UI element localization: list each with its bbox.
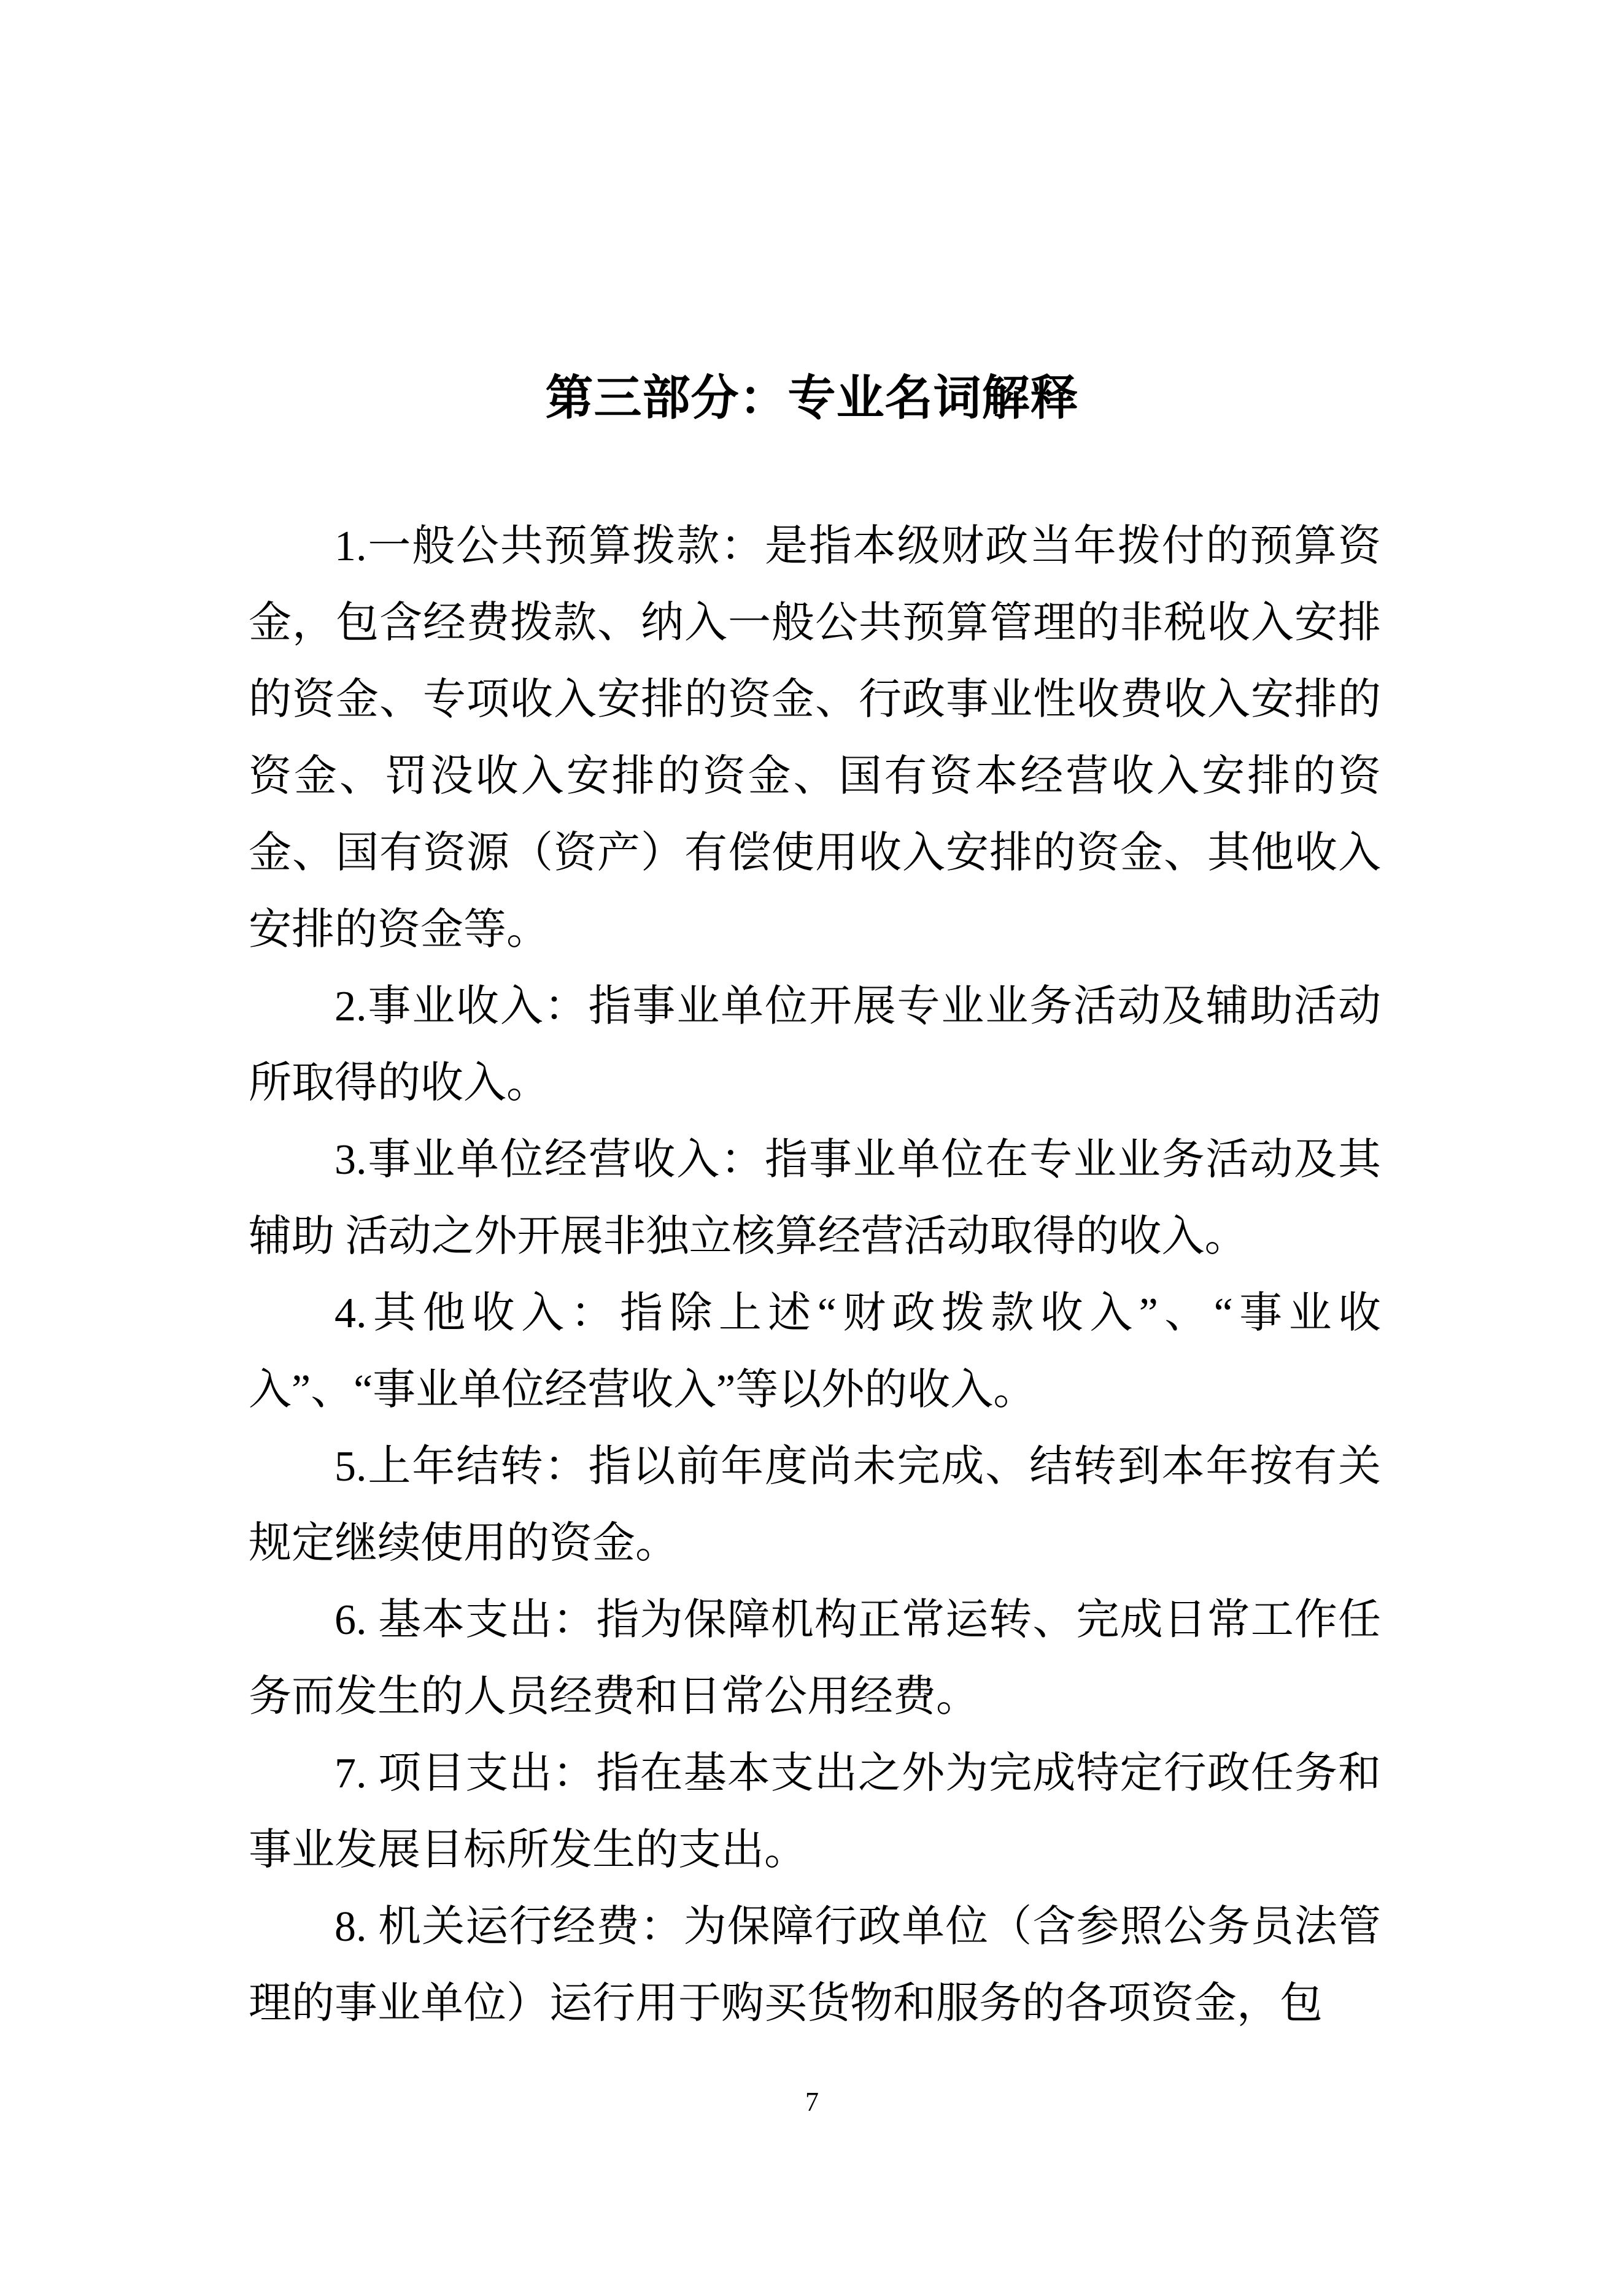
document-body (249, 508, 1381, 2042)
paragraph: 2.事业收入：指事业单位开展专业业务活动及辅助活动所取得的收入。 (249, 983, 1381, 1107)
paragraph: 4.其他收入：指除上述“财政拨款收入”、“事业收入”、“事业单位经营收入”等以外的收入。 (249, 1290, 1381, 1414)
paragraph: 7. 项目支出：指在基本支出之外为完成特定行政任务和事业发展目标所发生的支出。 (249, 1750, 1381, 1874)
paragraph: 5.上年结转：指以前年度尚未完成、结转到本年按有关规定继续使用的资金。 (249, 1443, 1381, 1567)
paragraph: 1.一般公共预算拨款：是指本级财政当年拨付的预算资金，包含经费拨款、纳入一般公共预算管理的非税收入安排的资金、专项收入安排的资金、行政事业性收费收入安排的资金、罚没收入安排的资金、国有资本经营收入安排的资金、国有资源（资产）有偿使用收入安排的资金、其他收入安排的资金等。 (249, 523, 1381, 953)
paragraph: 8. 机关运行经费：为保障行政单位（含参照公务员法管理的事业单位）运行用于购买货物和服务的各项资金，包 (249, 1903, 1381, 2027)
page-number: 7 (805, 2087, 819, 2117)
paragraph: 3.事业单位经营收入：指事业单位在专业业务活动及其辅助 活动之外开展非独立核算经营活动取得的收入。 (249, 1136, 1381, 1260)
page-title: 第三部分：专业名词解释 (545, 371, 1079, 425)
paragraph: 6. 基本支出：指为保障机构正常运转、完成日常工作任务而发生的人员经费和日常公用经费。 (249, 1597, 1381, 1720)
